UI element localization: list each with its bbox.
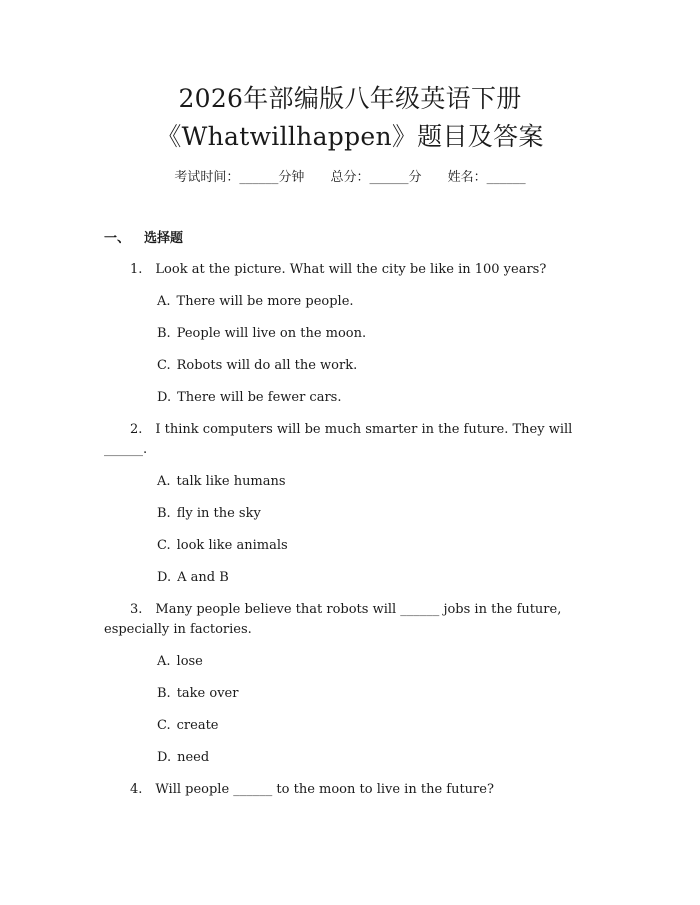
question-1-option-d xyxy=(157,388,341,408)
option-text: talk like humans xyxy=(176,474,286,489)
exam-time-field: 考试时间：______分钟 xyxy=(174,170,305,185)
question-3-option-a xyxy=(157,652,203,672)
option-text: take over xyxy=(176,686,239,701)
option-letter: D. xyxy=(157,570,172,585)
option-letter: C. xyxy=(157,718,171,733)
option-letter: D. xyxy=(157,390,172,405)
option-letter: C. xyxy=(157,538,171,553)
question-3 xyxy=(104,600,594,640)
question-1 xyxy=(104,260,594,280)
section-heading xyxy=(104,229,183,249)
document-title-line-1: 2026年部编版八年级英语下册 xyxy=(178,84,522,113)
question-text: I think computers will be much smarter in the future. They will ______. xyxy=(104,422,573,457)
question-text: Many people believe that robots will ______ jobs in the future, especially in factories. xyxy=(104,602,562,637)
option-text: lose xyxy=(176,654,203,669)
option-letter: B. xyxy=(157,686,171,701)
option-letter: D. xyxy=(157,750,172,765)
option-text: create xyxy=(176,718,219,733)
total-score-field: 总分：______分 xyxy=(330,170,422,185)
option-text: look like animals xyxy=(176,538,288,553)
section-title: 选择题 xyxy=(144,231,184,246)
option-text: Robots will do all the work. xyxy=(176,358,358,373)
option-text: need xyxy=(177,750,210,765)
question-1-option-b xyxy=(157,324,366,344)
section-number: 一、 xyxy=(104,231,131,246)
option-letter: C. xyxy=(157,358,171,373)
question-1-option-a xyxy=(157,292,354,312)
question-3-option-b xyxy=(157,684,238,704)
question-2-option-d xyxy=(157,568,229,588)
question-text: Will people ______ to the moon to live in the future? xyxy=(155,782,494,797)
option-letter: A. xyxy=(157,474,171,489)
option-text: fly in the sky xyxy=(176,506,261,521)
question-2-option-c xyxy=(157,536,288,556)
question-2-option-a xyxy=(157,472,286,492)
option-text: A and B xyxy=(177,570,229,585)
question-number: 3. xyxy=(130,602,143,617)
option-letter: A. xyxy=(157,294,171,309)
question-3-option-c xyxy=(157,716,218,736)
question-number: 1. xyxy=(130,262,143,277)
question-text: Look at the picture. What will the city be like in 100 years? xyxy=(155,262,547,277)
option-text: People will live on the moon. xyxy=(176,326,367,341)
question-4 xyxy=(104,780,594,800)
option-letter: B. xyxy=(157,506,171,521)
option-letter: A. xyxy=(157,654,171,669)
option-text: There will be more people. xyxy=(176,294,354,309)
question-number: 2. xyxy=(130,422,143,437)
document-title-line-2: 《Whatwillhappen》题目及答案 xyxy=(156,122,544,151)
exam-meta xyxy=(0,168,700,188)
question-1-option-c xyxy=(157,356,357,376)
question-2-option-b xyxy=(157,504,261,524)
question-number: 4. xyxy=(130,782,143,797)
student-name-field: 姓名：______ xyxy=(447,170,526,185)
question-2 xyxy=(104,420,594,460)
question-3-option-d xyxy=(157,748,209,768)
option-letter: B. xyxy=(157,326,171,341)
option-text: There will be fewer cars. xyxy=(177,390,342,405)
